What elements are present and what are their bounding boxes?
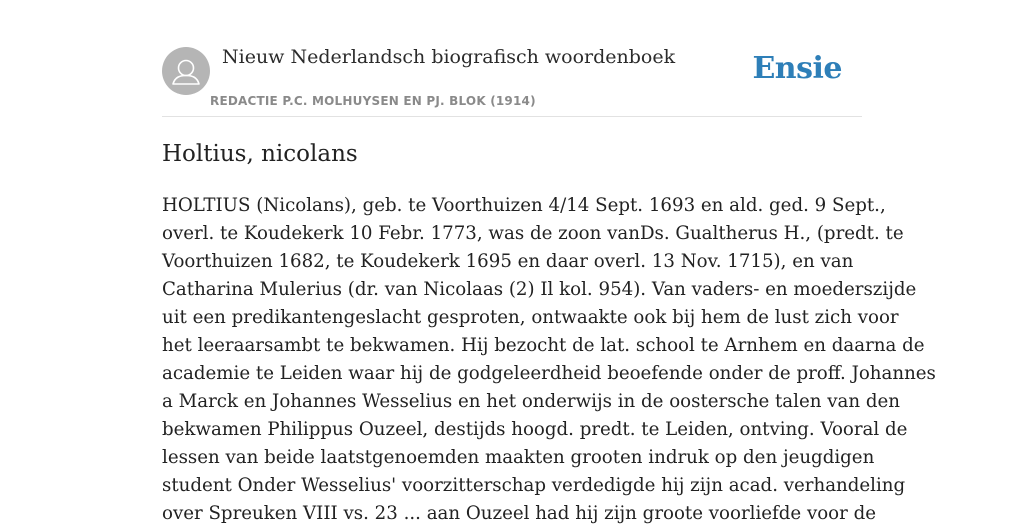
body-line: Voorthuizen 1682, te Koudekerk 1695 en daar overl. 13 Nov. 1715), en van	[162, 251, 854, 272]
body-line: over Spreuken VIII vs. 23 ... aan Ouzeel had hij zijn groote voorliefde voor de	[162, 503, 877, 524]
book-editor: REDACTIE P.C. MOLHUYSEN EN PJ. BLOK (1914)	[210, 94, 536, 108]
body-line: student Onder Wesselius' voorzitterschap verdedigde hij zijn acad. verhandeling	[162, 475, 906, 496]
body-line: HOLTIUS (Nicolans), geb. te Voorthuizen 4/14 Sept. 1693 en ald. ged. 9 Sept.,	[162, 195, 886, 216]
article-title: Holtius, nicolans	[162, 141, 358, 167]
body-line: overl. te Koudekerk 10 Febr. 1773, was de zoon vanDs. Gualtherus H., (predt. te	[162, 223, 904, 244]
body-line: a Marck en Johannes Wesselius en het onderwijs in de oostersche talen van den	[162, 391, 900, 412]
body-line: uit een predikantengeslacht gesproten, ontwaakte ook bij hem de lust zich voor	[162, 307, 899, 328]
article-body	[162, 192, 936, 528]
ensie-logo[interactable]: Ensie	[752, 51, 842, 86]
book-title[interactable]: Nieuw Nederlandsch biografisch woordenboek	[222, 46, 676, 68]
user-icon	[162, 47, 210, 95]
body-line: lessen van beide laatstgenoemden maakten grooten indruk op den jeugdigen	[162, 447, 875, 468]
body-line: Catharina Mulerius (dr. van Nicolaas (2) Il kol. 954). Van vaders- en moederszijde	[162, 279, 917, 300]
body-line: het leeraarsambt te bekwamen. Hij bezocht de lat. school te Arnhem en daarna de	[162, 335, 925, 356]
body-line: academie te Leiden waar hij de godgeleerdheid beoefende onder de proff. Johannes	[162, 363, 936, 384]
body-line: bekwamen Philippus Ouzeel, destijds hoogd. predt. te Leiden, ontving. Vooral de	[162, 419, 908, 440]
book-header	[162, 0, 862, 117]
